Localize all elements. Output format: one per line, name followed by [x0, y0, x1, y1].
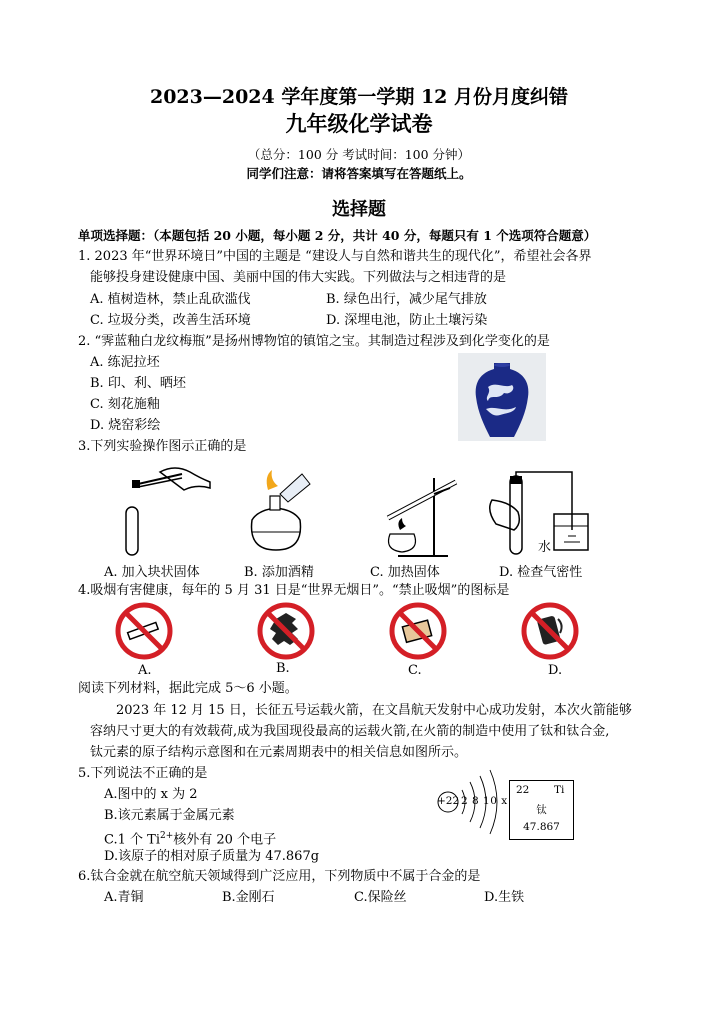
- q5-stem: 5.下列说法不正确的是: [78, 766, 208, 781]
- q3-figure-b: [238, 470, 313, 560]
- reading-line2: 容纳尺寸更大的有效载荷,成为我国现役最高的运载火箭,在火箭的制造中使用了钛和钛合金,: [90, 724, 610, 739]
- q2-option-a: A. 练泥拉坯: [90, 355, 160, 370]
- element-atomic-number: 22: [516, 784, 530, 796]
- element-symbol: Ti: [554, 784, 565, 796]
- q6-option-b: B.金刚石: [222, 890, 275, 905]
- q4-icon-c: [388, 601, 448, 661]
- q3-option-a: A. 加入块状固体: [104, 565, 200, 580]
- q2-option-b: B. 印、利、晒坯: [90, 376, 186, 391]
- q3-stem: 3.下列实验操作图示正确的是: [78, 439, 247, 454]
- reading-line1: 2023 年 12 月 15 日，长征五号运载火箭，在文昌航天发射中心成功发射，本次火箭能够: [116, 703, 632, 718]
- exam-meta: （总分：100 分 考试时间：100 分钟）: [247, 147, 471, 162]
- q3-figure-c: [378, 470, 468, 560]
- reading-line3: 钛元素的原子结构示意图和在元素周期表中的相关信息如图所示。: [90, 745, 468, 760]
- q1-option-a: A. 植树造林，禁止乱砍滥伐: [90, 292, 251, 307]
- atom-shell-label: 2 8 10 x: [461, 795, 508, 807]
- q3-water-label: 水: [538, 540, 552, 555]
- q1-option-c: C. 垃圾分类，改善生活环境: [90, 313, 251, 328]
- q6-stem: 6.钛合金就在航空航天领域得到广泛应用，下列物质中不属于合金的是: [78, 869, 481, 884]
- element-name: 钛: [536, 804, 547, 816]
- q4-option-b: B.: [276, 661, 290, 676]
- q4-option-c: C.: [408, 663, 422, 678]
- element-card: [509, 780, 574, 840]
- q2-option-c: C. 刻花施釉: [90, 397, 160, 412]
- q2-stem: 2. “霁蓝釉白龙纹梅瓶”是扬州博物馆的镇馆之宝。其制造过程涉及到化学变化的是: [78, 334, 550, 349]
- q3-figure-a: [120, 462, 220, 562]
- q1-option-d: D. 深埋电池，防止土壤污染: [326, 313, 488, 328]
- q1-stem-line2: 能够投身建设健康中国、美丽中国的伟大实践。下列做法与之相违背的是: [90, 270, 507, 285]
- q4-icon-d: [520, 601, 580, 661]
- q4-option-d: D.: [548, 663, 563, 678]
- q1-option-b: B. 绿色出行，减少尾气排放: [326, 292, 487, 307]
- q2-option-d: D. 烧窑彩绘: [90, 418, 161, 433]
- section-title: 选择题: [332, 199, 386, 220]
- q4-icon-a-no-smoking: [114, 601, 174, 661]
- exam-title: 2023—2024 学年度第一学期 12 月份月度纠错: [149, 86, 569, 108]
- q1-stem-line1: 1. 2023 年“世界环境日”中国的主题是 “建设人与自然和谐共生的现代化”，希望社会各界: [78, 249, 592, 264]
- exam-subtitle: 九年级化学试卷: [285, 111, 433, 136]
- q4-icon-b: [256, 601, 316, 661]
- q3-option-d: D. 检查气密性: [499, 565, 583, 580]
- q6-option-c: C.保险丝: [354, 890, 407, 905]
- q3-option-c: C. 加热固体: [370, 565, 440, 580]
- exam-notice: 同学们注意：请将答案填写在答题纸上。: [246, 166, 472, 181]
- q5-option-b: B.该元素属于金属元素: [104, 808, 235, 823]
- q5-option-c: C.1 个 $Ti^{2+}$核外有 20 个电子: [104, 831, 277, 848]
- vase-image: [458, 353, 546, 441]
- section-instruction: 单项选择题：（本题包括 20 小题，每小题 2 分，共计 40 分，每题只有 1 个选项符合题意）: [78, 228, 597, 243]
- q5-option-d: D.该原子的相对原子质量为 47.867g: [104, 849, 320, 864]
- q4-option-a: A.: [138, 663, 152, 678]
- atom-nucleus-label: +22: [437, 795, 460, 807]
- element-atomic-mass: 47.867: [523, 821, 560, 833]
- q6-option-a: A.青铜: [104, 890, 144, 905]
- reading-intro: 阅读下列材料，据此完成 5～6 小题。: [78, 681, 298, 696]
- q5-option-a: A.图中的 x 为 2: [104, 787, 198, 802]
- q4-stem: 4.吸烟有害健康，每年的 5 月 31 日是“世界无烟日”。“禁止吸烟”的图标是: [78, 583, 510, 598]
- q3-option-b: B. 添加酒精: [244, 565, 314, 580]
- q6-option-d: D.生铁: [484, 890, 525, 905]
